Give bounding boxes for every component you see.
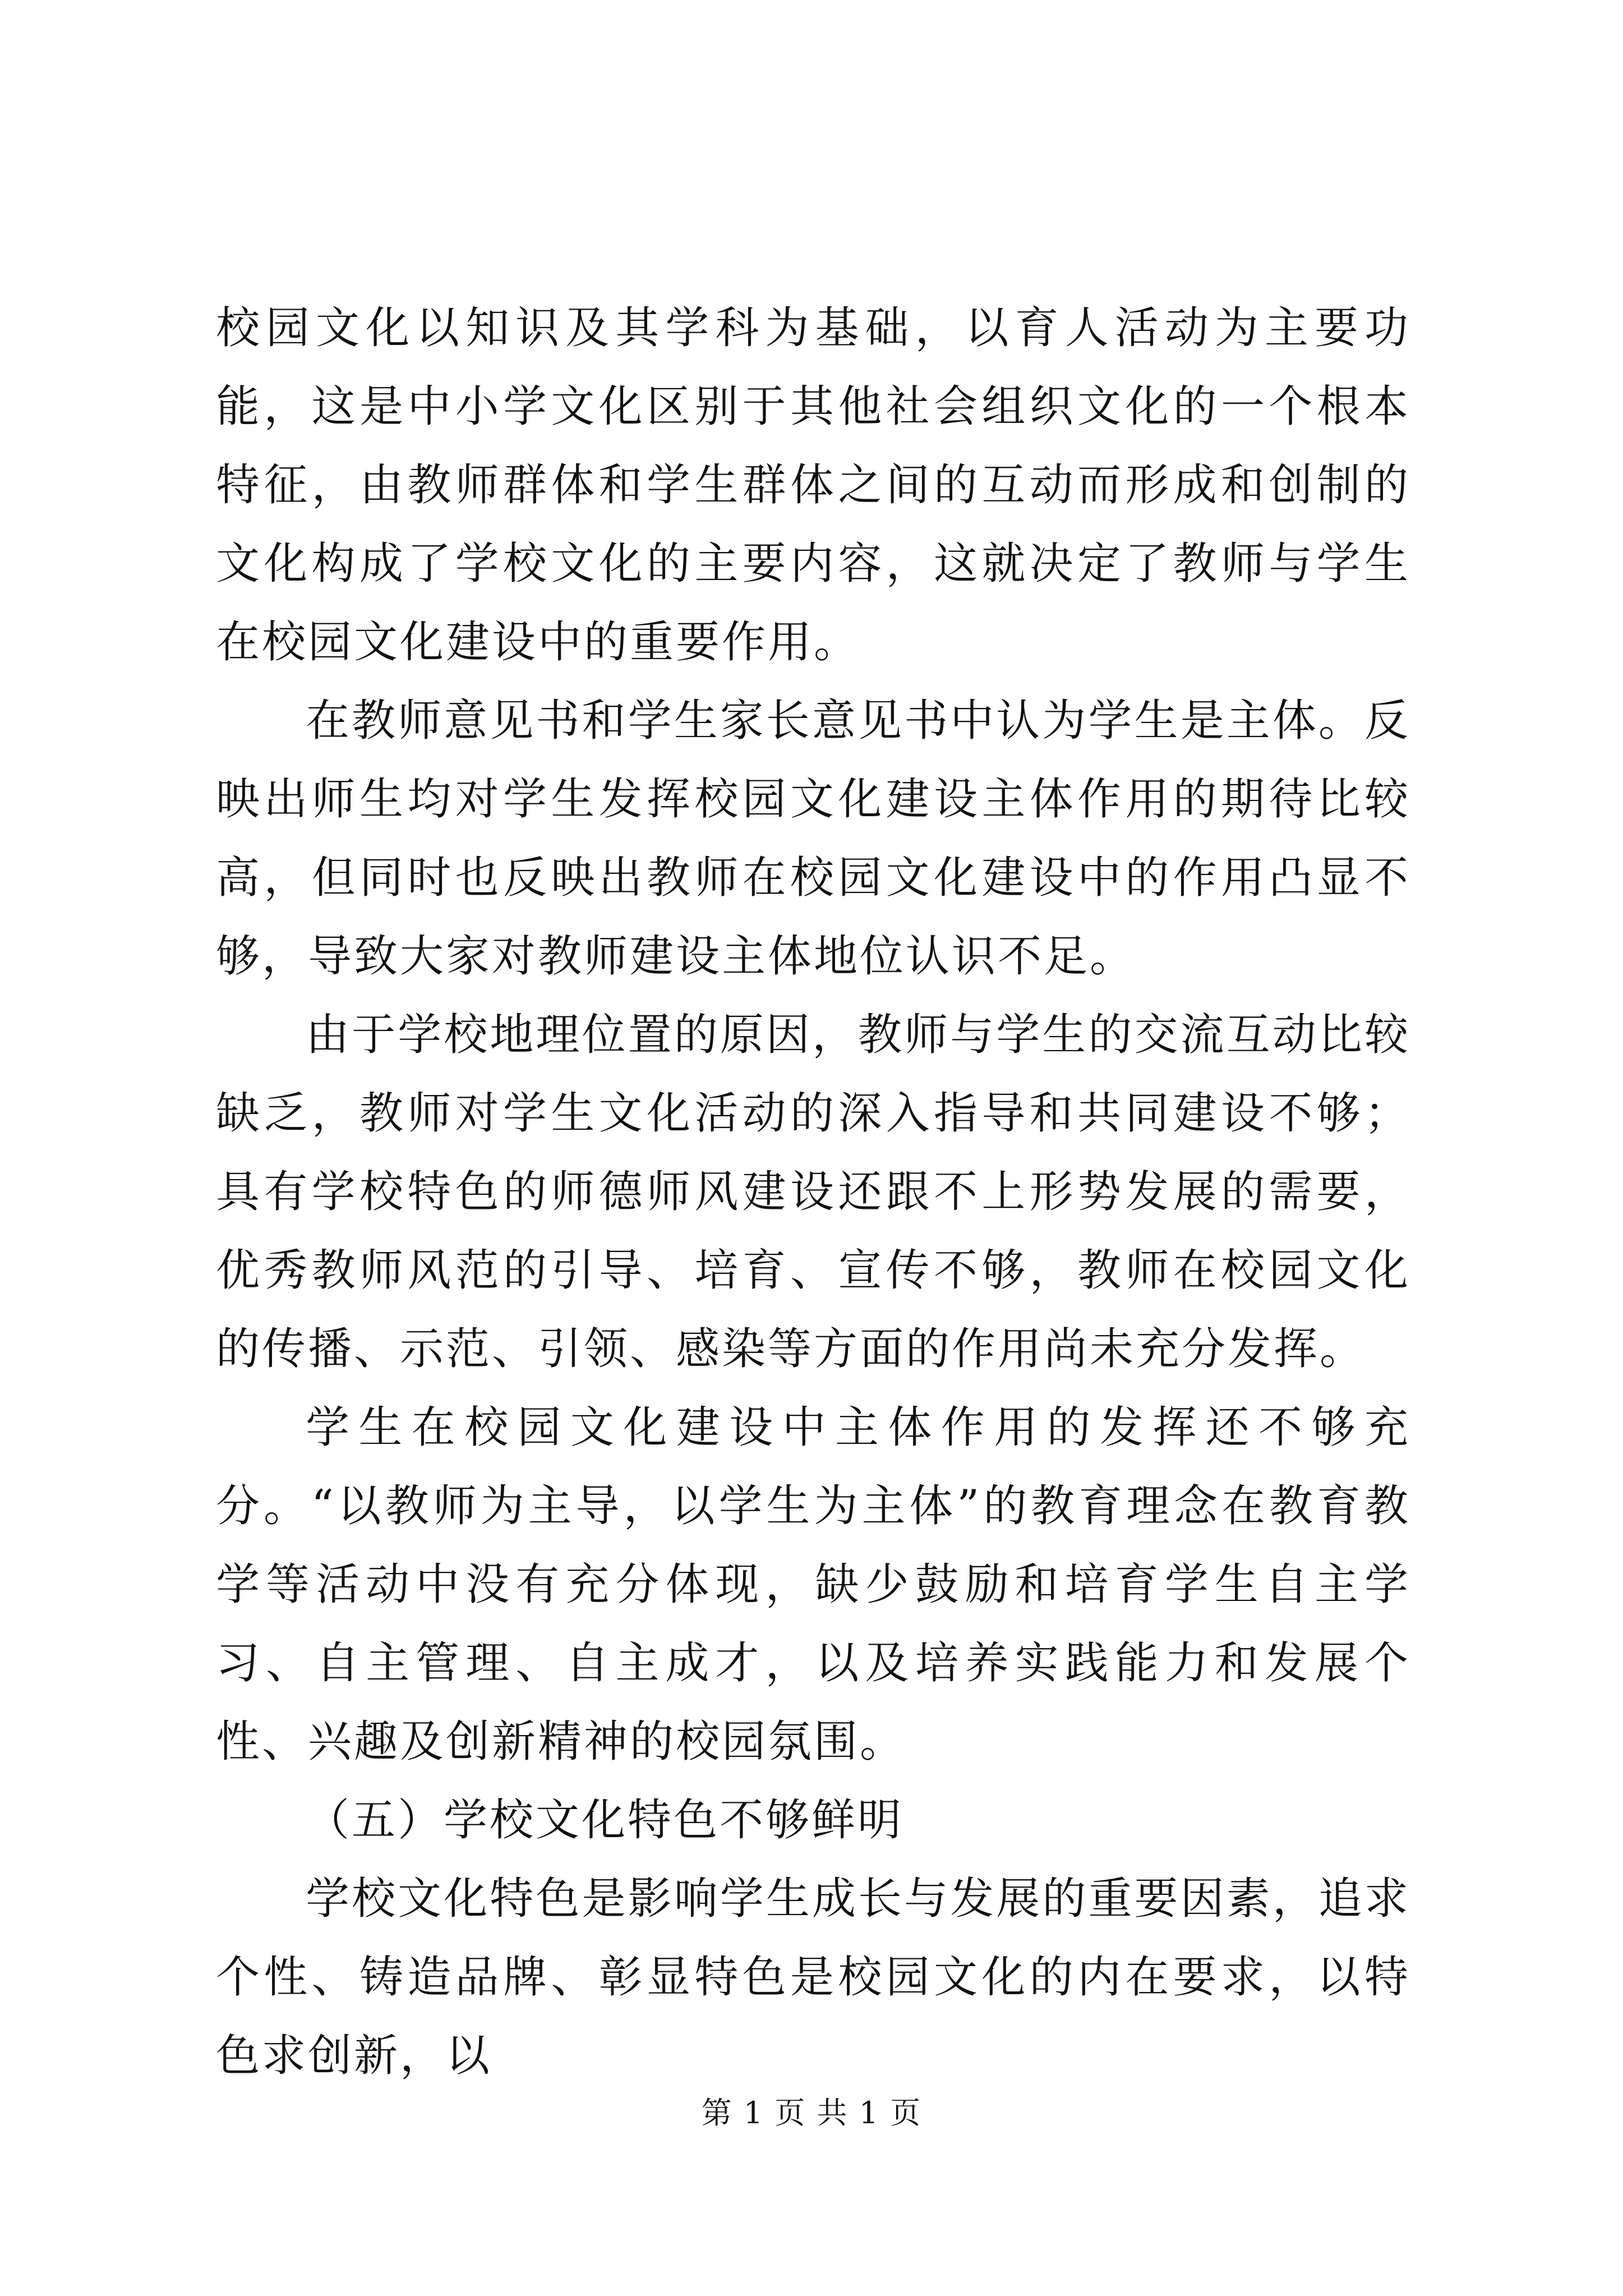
paragraph-3: 由于学校地理位置的原因，教师与学生的交流互动比较缺乏，教师对学生文化活动的深入指导和共同建设不够；具有学校特色的师德师风建设还跟不上形势发展的需要，优秀教师风范的引导、培育、宣传不够，教师在校园文化的传播、示范、引领、感染等方面的作用尚未充分发挥。	[216, 1010, 1410, 1374]
page-footer: 第 1 页 共 1 页	[701, 2095, 922, 2131]
paragraph-2: 在教师意见书和学生家长意见书中认为学生是主体。反映出师生均对学生发挥校园文化建设主体作用的期待比较高，但同时也反映出教师在校园文化建设中的作用凸显不够，导致大家对教师建设主体地位认识不足。	[216, 696, 1410, 982]
body-text	[216, 289, 1410, 2095]
paragraph-4: 学生在校园文化建设中主体作用的发挥还不够充分。“以教师为主导，以学生为主体”的教育理念在教育教学等活动中没有充分体现，缺少鼓励和培育学生自主学习、自主管理、自主成才，以及培养实践能力和发展个性、兴趣及创新精神的校园氛围。	[216, 1402, 1410, 1767]
paragraph-5: 学校文化特色是影响学生成长与发展的重要因素，追求个性、铸造品牌、彰显特色是校园文化的内在要求，以特色求创新，以	[216, 1874, 1410, 2081]
section-heading: （五）学校文化特色不够鲜明	[306, 1795, 904, 1846]
paragraph-1: 校园文化以知识及其学科为基础，以育人活动为主要功能，这是中小学文化区别于其他社会组织文化的一个根本特征，由教师群体和学生群体之间的互动而形成和创制的文化构成了学校文化的主要内容，这就决定了教师与学生在校园文化建设中的重要作用。	[216, 303, 1410, 668]
